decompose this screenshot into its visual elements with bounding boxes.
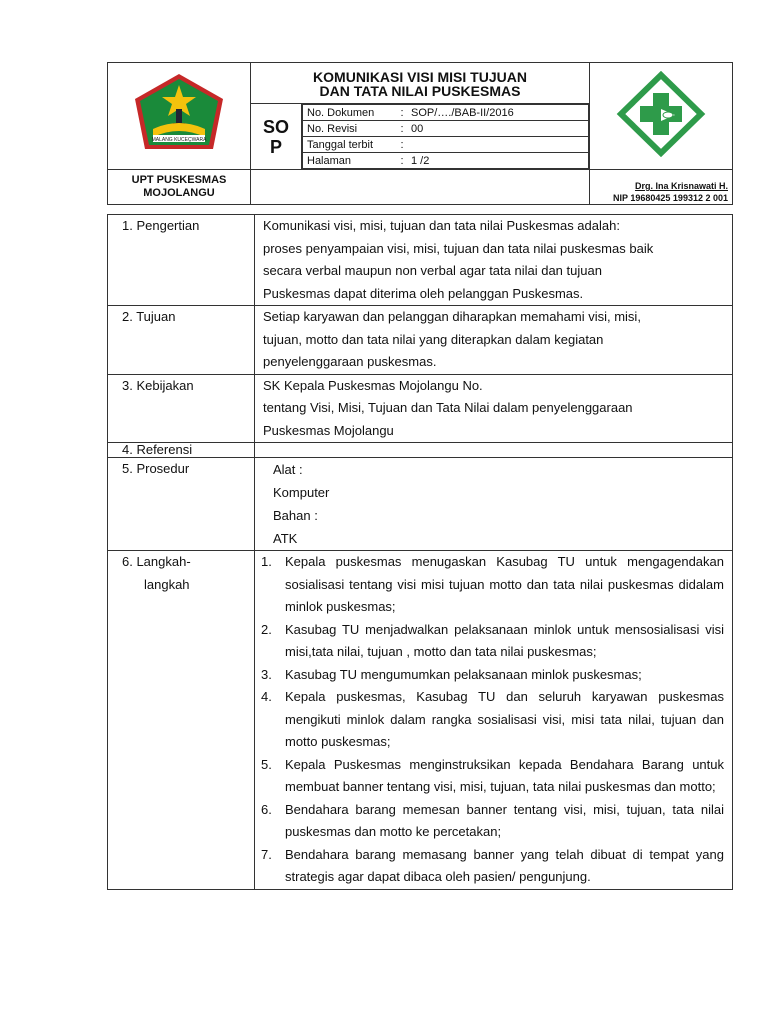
list-item: 4. Kepala puskesmas, Kasubag TU dan seluruh karyawan puskesmas mengikuti minlok dalam rangka sosialisasi visi, misi tata nilai, tujuan dan motto puskesmas; xyxy=(261,689,724,749)
svg-text:MALANG KUCEÇWARA: MALANG KUCEÇWARA xyxy=(151,136,207,143)
section-pengertian xyxy=(108,215,733,306)
malang-logo-cell xyxy=(108,63,251,170)
steps-list xyxy=(261,551,724,889)
list-item: 7. Bendahara barang memasang banner yang telah dibuat di tempat yang strategis agar dapat dibaca oleh pasien/ pengunjung. xyxy=(261,846,724,884)
meta-row: Halaman : 1 /2 xyxy=(303,153,589,169)
section-label: 1. Pengertian xyxy=(108,215,255,306)
document-meta xyxy=(302,104,589,169)
puskesmas-logo-cell xyxy=(590,63,733,170)
section-content: Alat : Komputer Bahan : ATK xyxy=(255,458,733,551)
signer-name: Drg. Ina Krisnawati H. xyxy=(634,181,728,191)
list-item: 5. Kepala Puskesmas menginstruksikan kepada Bendahara Barang untuk membuat banner tentang visi, misi, tujuan, tata nilai puskesmas dan motto; xyxy=(261,756,724,794)
section-content xyxy=(255,551,733,890)
sop-label: SO P xyxy=(251,104,302,170)
section-label: 3. Kebijakan xyxy=(108,374,255,443)
list-item: 3. Kasubag TU mengumumkan pelaksanaan minlok puskesmas; xyxy=(261,666,642,682)
meta-row: No. Revisi : 00 xyxy=(303,121,589,137)
section-prosedur xyxy=(108,458,733,551)
unit-name: UPT PUSKESMAS MOJOLANGU xyxy=(108,170,251,205)
list-item: 6. Bendahara barang memesan banner tentang visi, misi, tujuan, tata nilai puskesmas dan motto ke percetakan; xyxy=(261,801,724,839)
section-referensi xyxy=(108,443,733,458)
sop-body-table xyxy=(107,214,733,890)
list-item: 1. Kepala puskesmas menugaskan Kasubag TU untuk mengagendakan sosialisasi tentang visi misi tujuan motto dan tata nilai puskesmas didalam minlok puskesmas; xyxy=(261,554,724,614)
blank-cell xyxy=(251,170,590,205)
section-label: 5. Prosedur xyxy=(108,458,255,551)
signer-block xyxy=(590,170,733,205)
list-item: 2. Kasubag TU menjadwalkan pelaksanaan minlok untuk mensosialisasi visi misi,tata nilai, tujuan , motto dan tata nilai puskesmas; xyxy=(261,621,724,659)
section-label: 6. Langkah- langkah xyxy=(108,551,255,890)
section-kebijakan xyxy=(108,374,733,443)
section-content: Komunikasi visi, misi, tujuan dan tata nilai Puskesmas adalah: proses penyampaian visi, misi, tujuan dan tata nilai puskesmas baik secara verbal maupun non verbal agar tata nilai dan tujuan Puskesmas dapat diterima oleh pelanggan Puskesmas. xyxy=(255,215,733,306)
document-title: KOMUNIKASI VISI MISI TUJUAN DAN TATA NILAI PUSKESMAS xyxy=(251,63,590,104)
malang-city-logo-icon xyxy=(131,71,227,157)
section-content: SK Kepala Puskesmas Mojolangu No. tentang Visi, Misi, Tujuan dan Tata Nilai dalam penyelenggaraan Puskesmas Mojolangu xyxy=(255,374,733,443)
document-meta-cell xyxy=(302,104,590,170)
section-content: Setiap karyawan dan pelanggan diharapkan memahami visi, misi, tujuan, motto dan tata nilai yang diterapkan dalam kegiatan penyelenggaraan puskesmas. xyxy=(255,306,733,375)
sop-header-table xyxy=(107,62,733,205)
section-label: 2. Tujuan xyxy=(108,306,255,375)
puskesmas-cross-logo-icon xyxy=(613,71,709,157)
section-langkah xyxy=(108,551,733,890)
section-tujuan xyxy=(108,306,733,375)
signer-nip: NIP 19680425 199312 2 001 xyxy=(613,193,728,203)
section-label: 4. Referensi xyxy=(108,443,255,458)
meta-row: Tanggal terbit : xyxy=(303,137,589,153)
meta-row: No. Dokumen : SOP/…./BAB-II/2016 xyxy=(303,105,589,121)
section-content xyxy=(255,443,733,458)
